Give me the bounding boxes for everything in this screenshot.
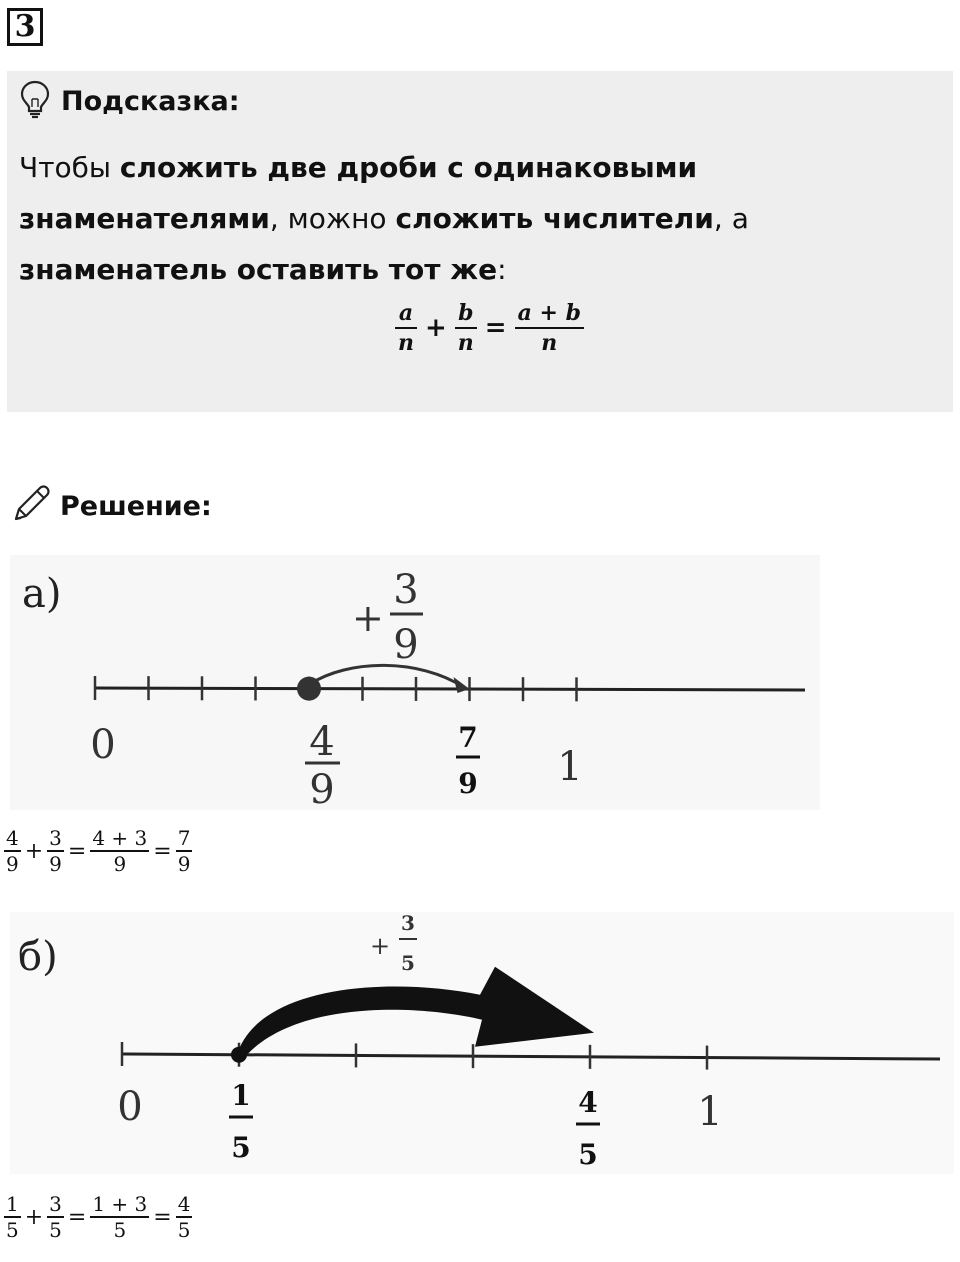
one-label: 1 — [557, 744, 583, 790]
equation-a — [4, 826, 192, 876]
end-denominator: 9 — [458, 767, 478, 800]
numerator: 3 — [49, 1192, 62, 1216]
denominator: n — [457, 330, 474, 356]
equals-sign: = — [153, 838, 172, 864]
hint-box — [7, 71, 953, 412]
hint-text-run: , а — [713, 202, 749, 235]
denominator: n — [398, 330, 414, 356]
denominator: 5 — [177, 1218, 191, 1242]
step-denominator: 5 — [401, 951, 415, 975]
step-denominator: 9 — [393, 622, 419, 668]
fraction — [90, 1192, 149, 1242]
fraction — [4, 826, 21, 876]
fraction-a-over-n — [395, 299, 417, 357]
denominator: n — [541, 330, 558, 356]
numerator: 4 — [177, 1192, 191, 1216]
numerator: 1 — [6, 1192, 19, 1216]
part-a-label: а) — [22, 571, 62, 617]
plus-sign: + — [425, 313, 447, 343]
pencil-icon — [10, 483, 52, 529]
denominator: 9 — [6, 852, 19, 876]
numerator: 7 — [177, 826, 191, 850]
fraction-result — [515, 299, 584, 357]
start-denominator: 5 — [231, 1131, 251, 1164]
fraction — [176, 826, 193, 876]
zero-label: 0 — [90, 722, 116, 768]
number-line-b — [10, 912, 954, 1174]
step-numerator: 3 — [393, 567, 419, 613]
denominator: 9 — [49, 852, 62, 876]
end-numerator: 7 — [458, 721, 478, 754]
numerator: a + b — [517, 300, 581, 326]
numerator: 3 — [49, 826, 62, 850]
step-numerator: 3 — [401, 912, 415, 935]
fraction-b-over-n — [455, 299, 477, 357]
fraction — [90, 826, 149, 876]
numerator: b — [458, 300, 474, 326]
hint-text-run: знаменатель оставить тот же — [19, 253, 498, 286]
fraction — [176, 1192, 193, 1242]
solution-header — [10, 484, 212, 528]
hint-text-run: , можно — [269, 202, 396, 235]
fraction — [47, 1192, 64, 1242]
denominator: 5 — [49, 1218, 62, 1242]
fraction — [47, 826, 64, 876]
hint-text-run: сложить две дроби с одинаковыми знаменателями — [19, 151, 698, 235]
equals-sign: = — [67, 1204, 87, 1230]
hint-text-run: : — [497, 253, 507, 286]
start-denominator: 9 — [309, 767, 335, 810]
denominator: 5 — [6, 1218, 19, 1242]
end-denominator: 5 — [578, 1138, 598, 1171]
start-numerator: 1 — [231, 1079, 251, 1112]
numerator: 4 + 3 — [92, 826, 148, 850]
start-numerator: 4 — [309, 719, 335, 765]
denominator: 9 — [113, 852, 127, 876]
equation-b — [4, 1192, 192, 1242]
hint-text-run: сложить числители — [395, 202, 714, 235]
end-numerator: 4 — [578, 1086, 598, 1119]
fraction — [4, 1192, 21, 1242]
numerator: 4 — [6, 826, 19, 850]
numerator: 1 + 3 — [92, 1192, 148, 1216]
lightbulb-icon — [19, 79, 51, 123]
number-line-a — [10, 555, 820, 810]
one-label: 1 — [697, 1089, 723, 1135]
plus-sign: + — [24, 1204, 44, 1230]
denominator: 9 — [177, 852, 191, 876]
equals-sign: = — [484, 313, 507, 343]
zero-label: 0 — [117, 1084, 143, 1130]
step-plus-sign: + — [352, 596, 384, 640]
hint-text — [19, 142, 919, 295]
step-plus-sign: + — [370, 932, 391, 960]
denominator: 5 — [113, 1218, 127, 1242]
numerator: a — [398, 300, 414, 326]
hint-formula — [395, 299, 584, 357]
hint-title: Подсказка: — [61, 85, 240, 117]
equals-sign: = — [153, 1204, 172, 1230]
part-b-label: б) — [18, 934, 58, 980]
solution-title: Решение: — [60, 490, 212, 522]
task-number: 3 — [7, 8, 43, 46]
hint-text-run: Чтобы — [19, 151, 120, 184]
equals-sign: = — [67, 838, 87, 864]
hint-header — [19, 81, 240, 121]
plus-sign: + — [24, 838, 44, 864]
